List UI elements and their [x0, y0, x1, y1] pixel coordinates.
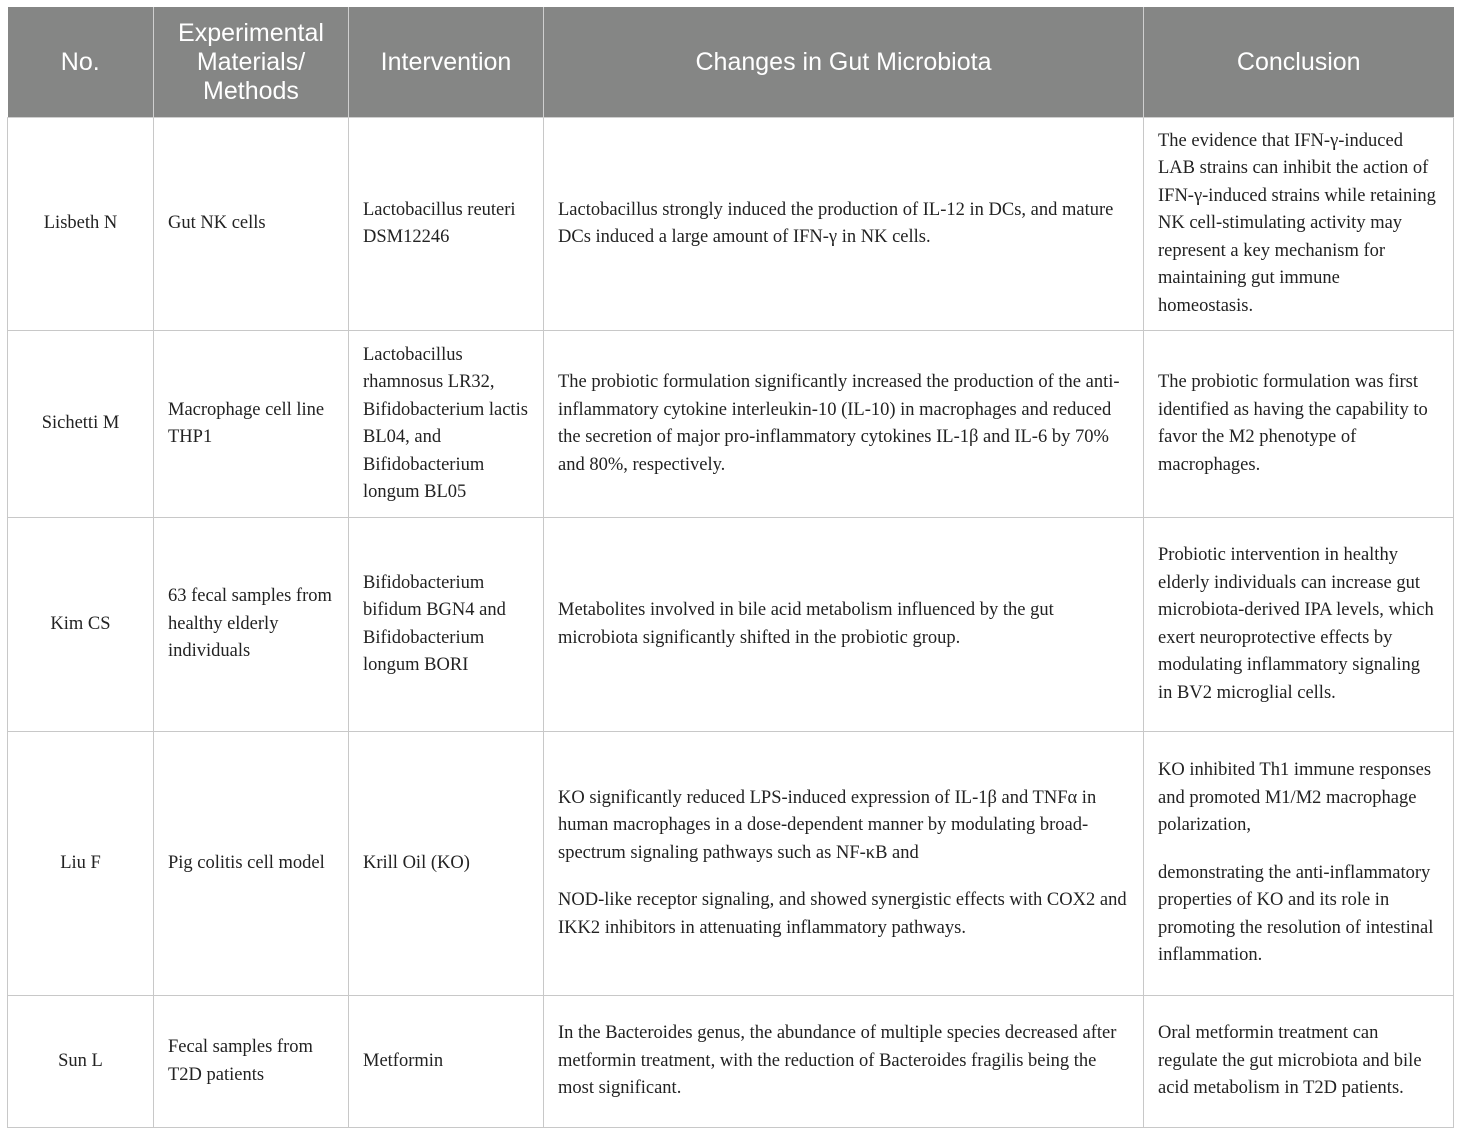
conclusion-text: KO inhibited Th1 immune responses and promoted M1/M2 macrophage polarization, [1158, 760, 1432, 836]
cell-intervention: Lactobacillus reuteri DSM12246 [349, 118, 544, 331]
cell-no: Liu F [8, 732, 154, 996]
header-no: No. [8, 7, 154, 118]
changes-text: In the Bacteroides genus, the abundance of multiple species decreased after metformin treatment, with the reduction of Bacteroides fragilis being the most significant. [558, 1023, 1117, 1099]
changes-text: The probiotic formulation significantly increased the production of the anti-inflammatory cytokine interleukin-10 (IL-10) in macrophages and reduced the secretion of major pro-inflammatory cytokines IL-1β and IL-6 by 70% and 80%, respectively. [558, 372, 1120, 475]
cell-intervention: Lactobacillus rhamnosus LR32, Bifidobacterium lactis BL04, and Bifidobacterium longum BL05 [349, 331, 544, 518]
changes-text: NOD-like receptor signaling, and showed synergistic effects with COX2 and IKK2 inhibitors in attenuating inflammatory pathways. [558, 890, 1127, 938]
table-row [8, 118, 1454, 331]
header-row [8, 7, 1454, 118]
table-row [8, 331, 1454, 518]
cell-conclusion [1144, 331, 1454, 518]
study-table [7, 7, 1454, 1128]
cell-materials: Macrophage cell line THP1 [154, 331, 349, 518]
cell-conclusion [1144, 732, 1454, 996]
cell-materials: Fecal samples from T2D patients [154, 996, 349, 1128]
cell-no: Sichetti M [8, 331, 154, 518]
cell-materials: 63 fecal samples from healthy elderly individuals [154, 518, 349, 732]
cell-changes [544, 118, 1144, 331]
header-intervention: Intervention [349, 7, 544, 118]
cell-conclusion [1144, 118, 1454, 331]
header-conclusion: Conclusion [1144, 7, 1454, 118]
header-changes: Changes in Gut Microbiota [544, 7, 1144, 118]
cell-no: Sun L [8, 996, 154, 1128]
conclusion-text: The evidence that IFN-γ-induced LAB strains can inhibit the action of IFN-γ-induced strains while retaining NK cell-stimulating activity may represent a key mechanism for maintaining gut immune homeostasis. [1158, 130, 1436, 316]
cell-materials: Gut NK cells [154, 118, 349, 331]
cell-no: Kim CS [8, 518, 154, 732]
cell-changes [544, 996, 1144, 1128]
conclusion-text: demonstrating the anti-inflammatory properties of KO and its role in promoting the resolution of intestinal inflammation. [1158, 862, 1434, 966]
cell-intervention: Krill Oil (KO) [349, 732, 544, 996]
cell-intervention: Bifidobacterium bifidum BGN4 and Bifidobacterium longum BORI [349, 518, 544, 732]
cell-materials: Pig colitis cell model [154, 732, 349, 996]
conclusion-text: Probiotic intervention in healthy elderly individuals can increase gut microbiota-derived IPA levels, which exert neuroprotective effects by modulating inflammatory signaling in BV2 microglial cells. [1158, 545, 1434, 703]
conclusion-text: Oral metformin treatment can regulate the gut microbiota and bile acid metabolism in T2D patients. [1158, 1023, 1422, 1099]
table-row [8, 518, 1454, 732]
cell-conclusion [1144, 518, 1454, 732]
cell-changes [544, 518, 1144, 732]
cell-no: Lisbeth N [8, 118, 154, 331]
conclusion-text: The probiotic formulation was first identified as having the capability to favor the M2 phenotype of macrophages. [1158, 372, 1428, 475]
changes-text: KO significantly reduced LPS-induced expression of IL-1β and TNFα in human macrophages in a dose-dependent manner by modulating broad-spectrum signaling pathways such as NF-κB and [558, 787, 1097, 863]
table-row [8, 996, 1454, 1128]
cell-intervention: Metformin [349, 996, 544, 1128]
table-row [8, 732, 1454, 996]
header-materials: Experimental Materials/ Methods [154, 7, 349, 118]
table-container [7, 7, 1453, 1128]
changes-text: Lactobacillus strongly induced the production of IL-12 in DCs, and mature DCs induced a large amount of IFN-γ in NK cells. [558, 199, 1114, 247]
cell-changes [544, 331, 1144, 518]
cell-conclusion [1144, 996, 1454, 1128]
changes-text: Metabolites involved in bile acid metabolism influenced by the gut microbiota significantly shifted in the probiotic group. [558, 600, 1054, 648]
cell-changes [544, 732, 1144, 996]
